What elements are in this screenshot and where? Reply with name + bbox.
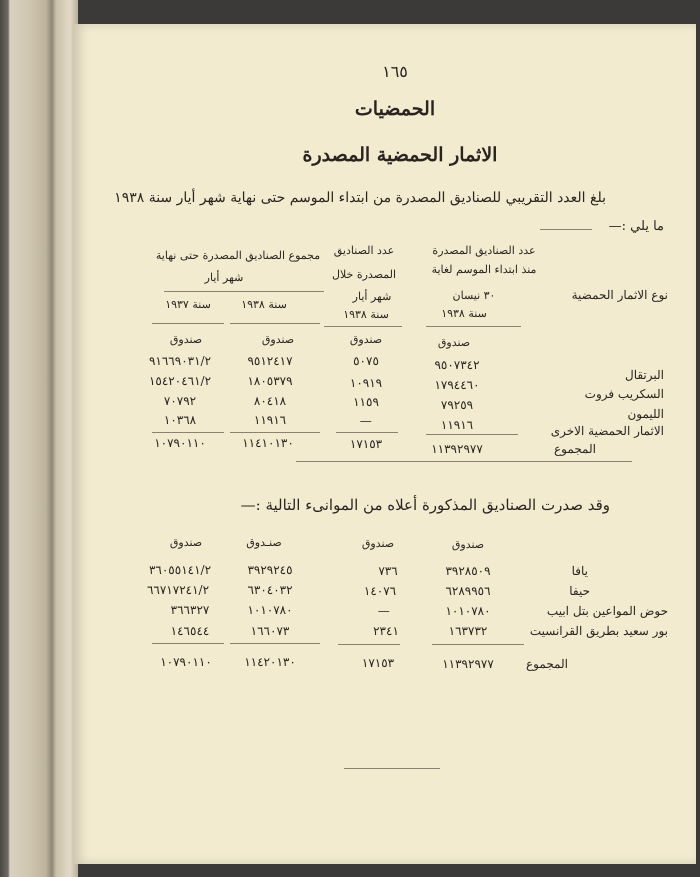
cell-c1: ٧٩٢٥٩	[440, 398, 474, 412]
cell-c3: ٣٩٢٩٢٤٥	[247, 563, 293, 577]
t2-total-c3: ١١٤٢٠١٣٠	[244, 655, 296, 669]
t2-totals-rule-c2	[338, 644, 400, 645]
cell-c4: ٣٦٠٥٥١٤١/٢	[148, 563, 212, 577]
cell-c1: ٦٢٨٩٩٥٦	[445, 584, 491, 598]
cell-c4: ٧٠٧٩٢	[163, 394, 197, 408]
totals-rule-c1	[426, 434, 518, 435]
col1-header-line2: منذ ابتداء الموسم لغاية	[431, 263, 537, 276]
unit-col4: صندوق	[169, 333, 203, 346]
total-c3: ١١٤١٠١٣٠	[242, 436, 294, 450]
col1-header-rule	[426, 326, 521, 327]
row-label-header: نوع الاثمار الحمضية	[571, 288, 668, 302]
cell-c1: ١١٩١٦	[440, 418, 474, 432]
t2-unit-col3: صنـدوق	[246, 536, 282, 549]
page-heading: الحمضيات	[354, 98, 436, 120]
cell-c3: ٨٠٤١٨	[253, 394, 287, 408]
page-subheading: الاثمار الحمضية المصدرة	[302, 144, 498, 166]
cell-c4: ٣٦٦٣٢٧	[170, 603, 210, 617]
t2-total-c1: ١١٣٩٢٩٧٧	[442, 657, 494, 671]
col3-header-rule	[230, 323, 320, 324]
cell-c1: ٣٩٢٨٥٠٩	[445, 564, 491, 578]
cell-c1: ١٦٣٧٣٢	[448, 624, 488, 638]
col4-header: سنة ١٩٣٧	[165, 298, 211, 311]
col2-header-line1: عدد الصناديق	[333, 244, 395, 257]
unit-col3: صندوق	[261, 333, 295, 346]
cell-c2: ١١٥٩	[353, 395, 379, 409]
page-number: ١٦٥	[382, 62, 408, 81]
t2-total-c4: ١٠٧٩٠١١٠	[160, 655, 212, 669]
cell-c1: ١٧٩٤٤٦٠	[434, 378, 480, 392]
cell-c3: ١٠١٠٧٨٠	[247, 603, 293, 617]
totals-rule-c2	[336, 432, 398, 433]
total-label: المجموع	[554, 442, 596, 456]
row-label: الليمون	[627, 407, 664, 421]
cell-c2: ٧٣٦	[378, 564, 398, 578]
group-header-line1: مجموع الصناديق المصدرة حتى نهاية	[155, 249, 321, 262]
cell-c4: ٩١٦٦٩٠٣١/٢	[148, 354, 212, 368]
col1-header-line4: سنة ١٩٣٨	[441, 307, 487, 320]
intro-line-1: بلغ العدد التقريبي للصناديق المصدرة من ابتداء الموسم حتى نهاية شهر أيار سنة ١٩٣٨	[114, 190, 606, 206]
unit-col2: صندوق	[349, 333, 383, 346]
cell-c3: ١٨٠٥٣٧٩	[247, 374, 293, 388]
port-label: يافا	[571, 564, 588, 578]
col3-header: سنة ١٩٣٨	[241, 298, 287, 311]
col2-header-line4: سنة ١٩٣٨	[343, 308, 389, 321]
document-page	[74, 24, 696, 864]
cell-c1: ١٠١٠٧٨٠	[445, 604, 491, 618]
cell-c3: ٦٣٠٤٠٣٢	[247, 583, 293, 597]
ports-intro: وقد صدرت الصناديق المذكورة أعلاه من الموانىء التالية :—	[240, 496, 610, 514]
port-label: بور سعيد بطريق القرانسيت	[529, 624, 668, 638]
cell-c1: ٩٥٠٧٣٤٢	[434, 358, 480, 372]
cell-c2: ١٠٩١٩	[349, 376, 383, 390]
cell-c4: ٦٦٧١٧٢٤١/٢	[146, 583, 210, 597]
col2-header-rule	[324, 326, 402, 327]
col2-header-line3: شهر أيار	[352, 290, 392, 303]
cell-c4: ١٤٦٥٤٤	[170, 624, 210, 638]
row-label: البرتقال	[624, 368, 664, 382]
t2-unit-col4: صندوق	[169, 536, 203, 549]
cell-c2: ١٤٠٧٦	[363, 584, 397, 598]
t2-unit-col1: صندوق	[451, 538, 485, 551]
t2-totals-rule-c4	[152, 643, 224, 644]
t2-total-c2: ١٧١٥٣	[361, 656, 395, 670]
t2-total-label: المجموع	[526, 657, 568, 671]
row-label: الاثمار الحمضية الاخرى	[550, 424, 664, 438]
cell-c4: ١٠٣٦٨	[163, 413, 197, 427]
col2-header-line2: المصدرة خلال	[331, 268, 397, 281]
col1-header-line1: عدد الصناديق المصدرة	[432, 244, 536, 257]
group-header-rule	[164, 291, 324, 292]
row-label: السكريب فروت	[584, 387, 664, 401]
book-spine-edge	[0, 0, 78, 877]
cell-c2: ٢٣٤١	[373, 624, 399, 638]
col4-header-rule	[152, 323, 224, 324]
cell-c3: ١٦٦٠٧٣	[250, 624, 290, 638]
cell-c2: —	[377, 604, 391, 618]
intro-line-2: ما يلي :—	[608, 219, 664, 234]
totals-rule-c3	[230, 432, 320, 433]
table1-bottom-rule	[296, 461, 632, 462]
unit-col1: صندوق	[437, 336, 471, 349]
port-label: حيفا	[569, 584, 590, 598]
group-header-line2: شهر أيار	[204, 271, 244, 284]
t2-totals-rule-c3	[230, 643, 320, 644]
intro-dash	[540, 229, 592, 230]
port-label: حوض المواعين بتل ابيب	[546, 604, 668, 618]
t2-unit-col2: صندوق	[361, 537, 395, 550]
totals-rule-c4	[152, 432, 224, 433]
total-c2: ١٧١٥٣	[349, 437, 383, 451]
total-c4: ١٠٧٩٠١١٠	[154, 436, 206, 450]
end-rule	[344, 768, 440, 769]
cell-c4: ١٥٤٢٠٤٦١/٢	[148, 374, 212, 388]
cell-c3: ١١٩١٦	[253, 413, 287, 427]
cell-c2: ٥٠٧٥	[353, 354, 379, 368]
t2-totals-rule-c1	[432, 644, 524, 645]
total-c1: ١١٣٩٢٩٧٧	[431, 442, 483, 456]
cell-c3: ٩٥١٢٤١٧	[247, 354, 293, 368]
col1-header-line3: ٣٠ نيسان	[452, 289, 496, 302]
cell-c2: —	[359, 414, 373, 428]
